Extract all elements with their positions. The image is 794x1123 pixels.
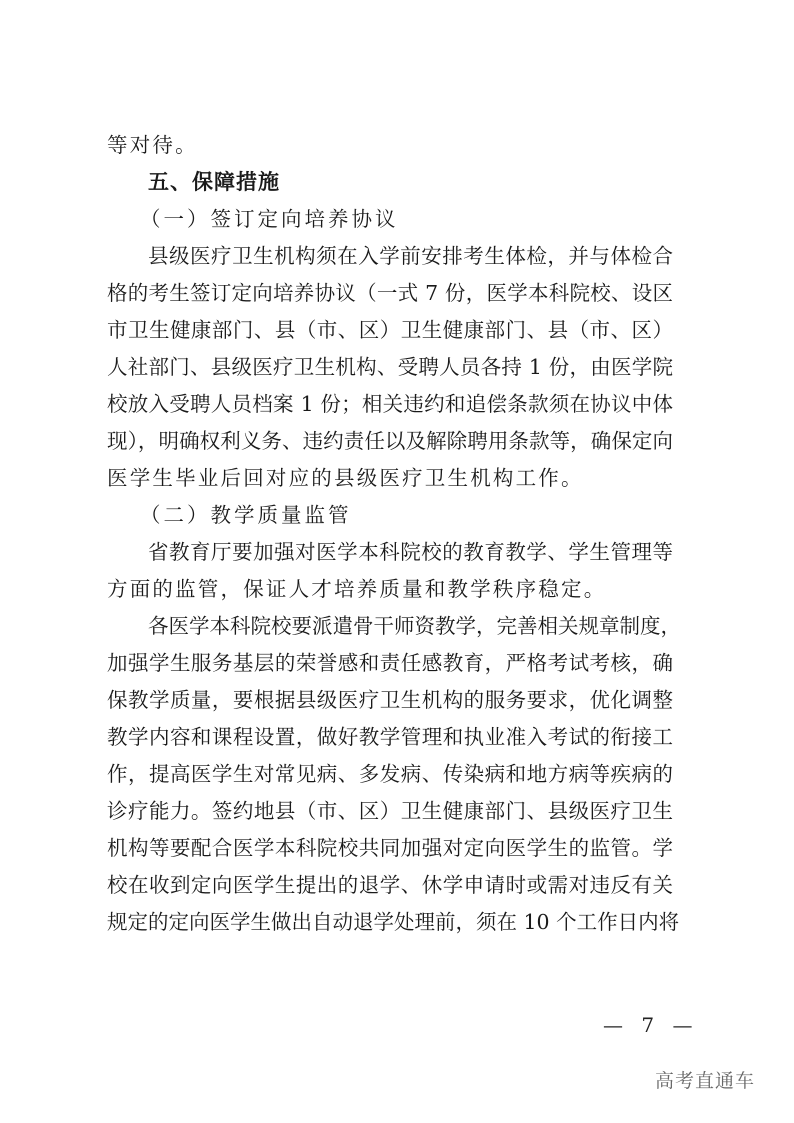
body-text-line: 保教学质量，要根据县级医疗卫生机构的服务要求，优化调整 — [107, 688, 673, 712]
body-text-line: 规定的定向医学生做出自动退学处理前，须在 10 个工作日内将 — [107, 910, 680, 934]
body-text-line: 校放入受聘人员档案 1 份；相关违约和追偿条款须在协议中体 — [107, 392, 673, 416]
body-text-line: 作，提高医学生对常见病、多发病、传染病和地方病等疾病的 — [107, 762, 673, 786]
body-text-line: 诊疗能力。签约地县（市、区）卫生健康部门、县级医疗卫生 — [107, 799, 673, 823]
body-text-line: 机构等要配合医学本科院校共同加强对定向医学生的监管。学 — [107, 836, 673, 860]
body-text-line: 方面的监管，保证人才培养质量和教学秩序稳定。 — [107, 577, 607, 601]
section-heading: 五、保障措施 — [148, 170, 280, 194]
body-text-line: 现），明确权利义务、违约责任以及解除聘用条款等，确保定向 — [107, 429, 673, 453]
document-page — [107, 127, 681, 941]
body-text-line: 人社部门、县级医疗卫生机构、受聘人员各持 1 份，由医学院 — [107, 355, 673, 379]
body-text-line: 教学内容和课程设置，做好教学管理和执业准入考试的衔接工 — [107, 725, 673, 749]
watermark-text: 高考直通车 — [655, 1070, 756, 1092]
paragraph-first-line: 省教育厅要加强对医学本科院校的教育教学、学生管理等 — [148, 540, 673, 564]
body-text-line: 市卫生健康部门、县（市、区）卫生健康部门、县（市、区） — [107, 318, 673, 342]
paragraph-first-line: 县级医疗卫生机构须在入学前安排考生体检，并与体检合 — [148, 244, 673, 268]
subsection-heading: （一）签订定向培养协议 — [140, 207, 399, 231]
paragraph-first-line: 各医学本科院校要派遣骨干师资教学，完善相关规章制度， — [148, 614, 681, 638]
body-text-line: 等对待。 — [107, 133, 198, 157]
body-text-line: 校在收到定向医学生提出的退学、休学申请时或需对违反有关 — [107, 873, 673, 897]
subsection-heading: （二）教学质量监管 — [140, 503, 352, 527]
page-number: — 7 — — [603, 1013, 699, 1037]
body-text-line: 加强学生服务基层的荣誉感和责任感教育，严格考试考核，确 — [107, 651, 673, 675]
body-text-line: 格的考生签订定向培养协议（一式 7 份，医学本科院校、设区 — [107, 281, 673, 305]
body-text-line: 医学生毕业后回对应的县级医疗卫生机构工作。 — [107, 466, 584, 490]
